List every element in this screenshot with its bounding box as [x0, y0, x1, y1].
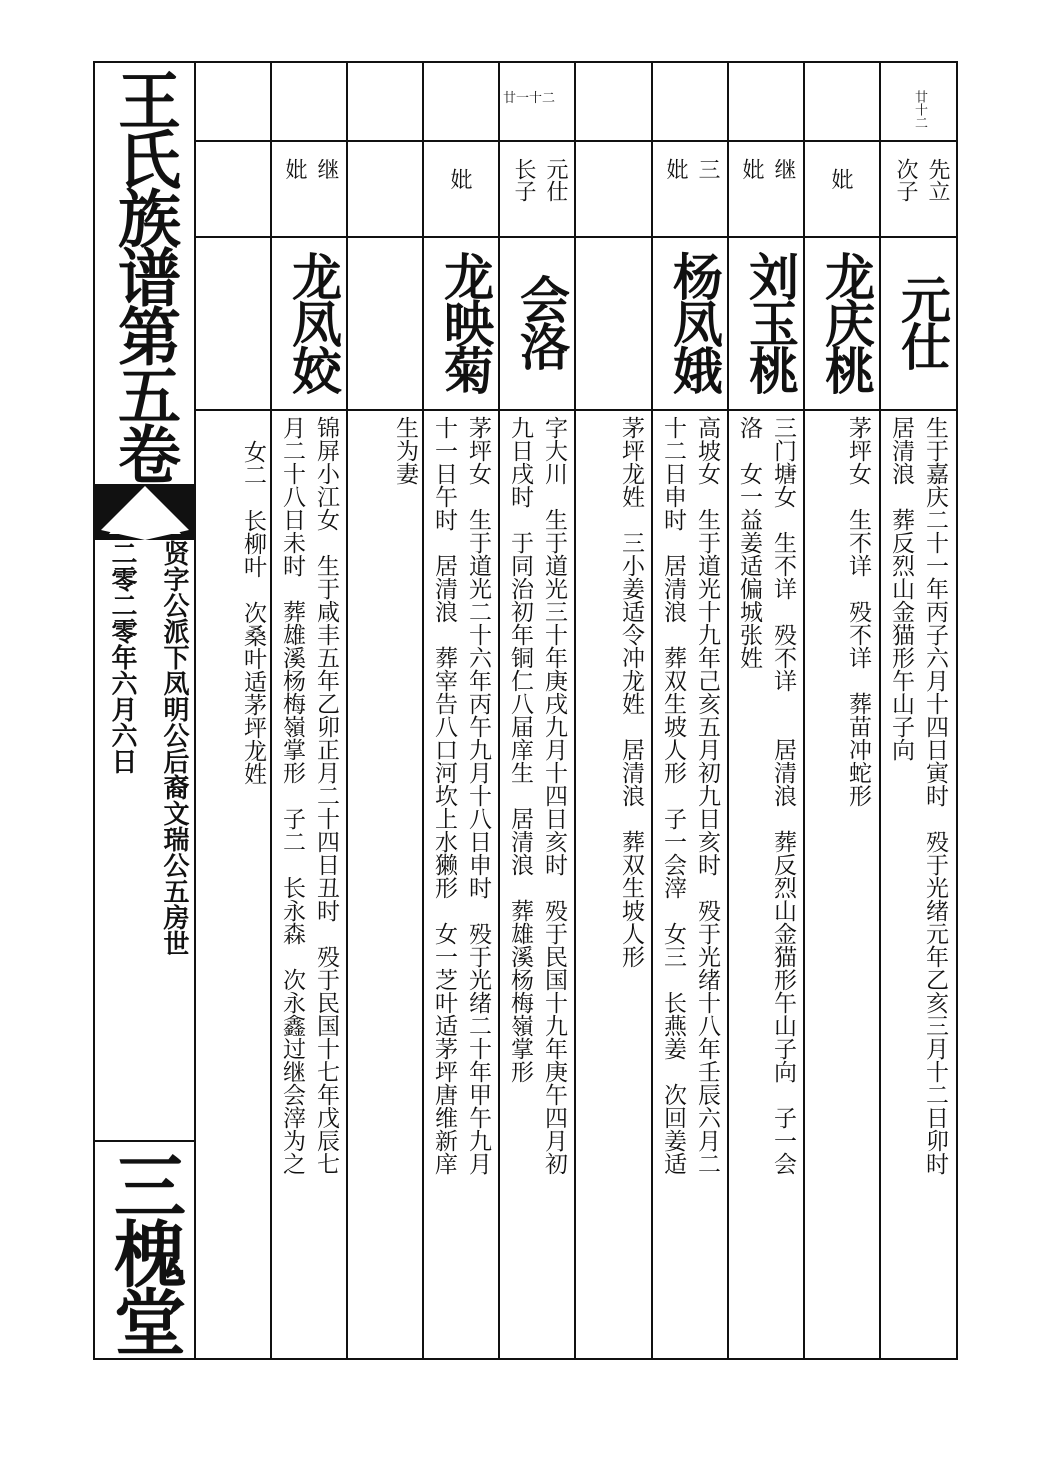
generation-label: 廿一十二 — [503, 91, 556, 106]
relation-label: 三 妣 — [663, 158, 720, 180]
relation-label: 妣 — [447, 168, 472, 190]
title-divider — [93, 1140, 196, 1142]
generation-label: 廿十二 — [912, 90, 927, 129]
biography-text: 茅坪龙姓 三小姜适令冲龙姓 居清浪 葬双生坡人形 — [618, 416, 644, 968]
person-name: 元仕 — [893, 274, 952, 368]
relation-label: 妣 — [828, 168, 853, 190]
biography-text: 茅坪女 生不详 殁不详 葬苗冲蛇形 — [845, 416, 871, 807]
biography-text: 生为妻 — [392, 416, 418, 485]
relation-label: 先立 次子 — [893, 158, 950, 202]
biography-text: 三门塘女 生不详 殁不详 居清浪 葬反烈山金猫形午山子向 子一会 洛 女一益姜适偏城张姓 — [736, 416, 796, 1175]
person-name: 龙凤姣 — [284, 250, 343, 392]
row-divider — [196, 140, 958, 142]
relation-label: 元仕 长子 — [511, 158, 568, 202]
hall-name: 三槐堂 — [102, 1149, 187, 1353]
biography-text: 茅坪女 生于道光二十六年丙午九月十八日申时 殁于光绪二十年甲午九月 十一日午时 居清浪 葬宰告八口河坎上水獭形 女一芝叶适茅坪唐维新庠 — [431, 416, 491, 1175]
relation-label: 继 妣 — [739, 158, 796, 180]
relation-label: 继 妣 — [282, 158, 339, 180]
banner-ornament — [93, 486, 196, 540]
row-divider — [196, 236, 958, 238]
person-name: 龙庆桃 — [817, 250, 876, 392]
biography-text: 高坡女 生于道光十九年己亥五月初九日亥时 殁于光绪十八年壬辰六月二 十二日申时 居清浪 葬双生坡人形 子一会滓 女三 长燕姜 次回姜适 — [660, 416, 720, 1175]
person-name: 会洛 — [512, 274, 571, 368]
person-name: 杨凤娥 — [665, 250, 724, 392]
person-name: 龙映菊 — [436, 250, 495, 392]
person-name: 刘玉桃 — [741, 250, 800, 392]
biography-text: 女二 长柳叶 次桑叶适茅坪龙姓 — [240, 440, 266, 785]
row-divider — [196, 409, 958, 411]
biography-text: 锦屏小江女 生于咸丰五年乙卯正月二十四日丑时 殁于民国十七年戊辰七 月二十八日未时 葬雄溪杨梅嶺掌形 子二 长永森 次永鑫过继会滓为之 — [279, 416, 339, 1175]
biography-text: 字大川 生于道光三十年庚戌九月十四日亥时 殁于民国十九年庚午四月初 九日戌时 于同治初年铜仁八届庠生 居清浪 葬雄溪杨梅嶺掌形 — [507, 416, 567, 1175]
biography-text: 生于嘉庆二十一年丙子六月十四日寅时 殁于光绪元年乙亥三月十二日卯时 居清浪 葬反烈山金猫形午山子向 — [888, 416, 948, 1175]
publication-date: 二零二零年六月六日 — [107, 540, 137, 774]
lineage-subtitle: 贤字公派下凤明公后裔文瑞公五房世 — [159, 540, 189, 956]
book-title: 王氏族谱第五卷 — [108, 67, 182, 481]
